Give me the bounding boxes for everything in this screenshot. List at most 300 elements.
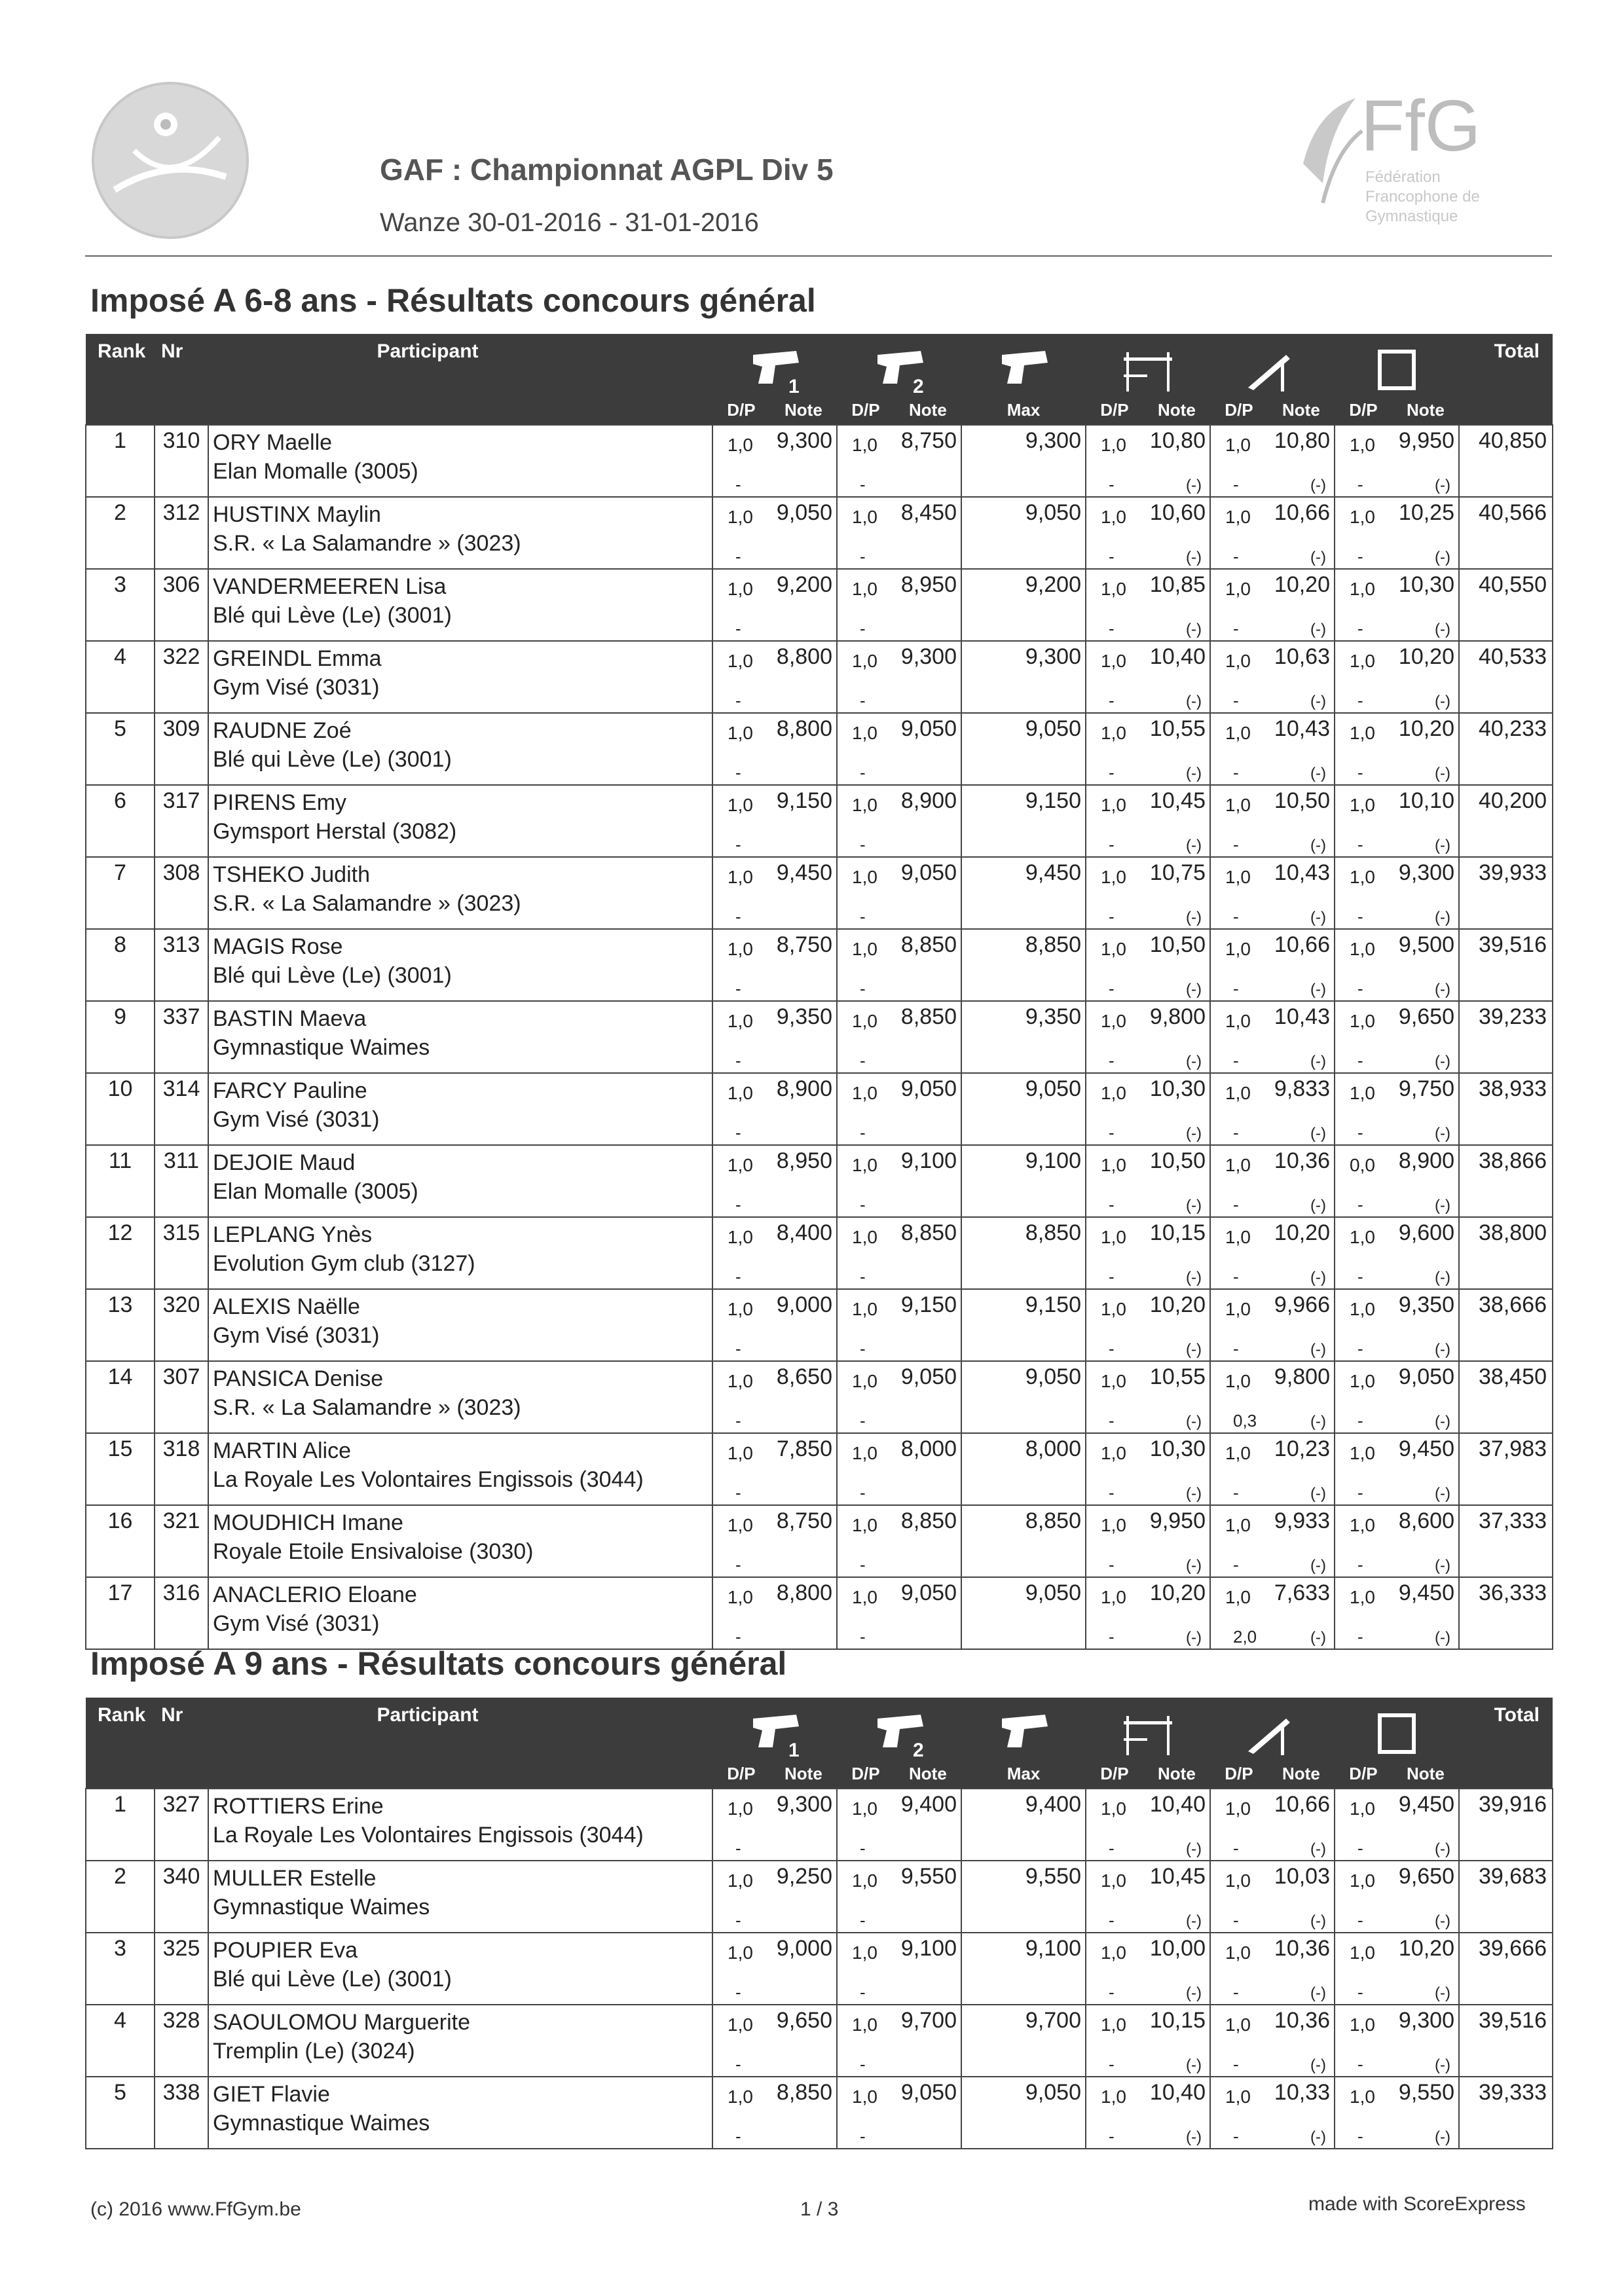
- total-cell: 40,566: [1459, 497, 1553, 569]
- score-value: 10,50: [1274, 788, 1330, 813]
- score-value: 9,550: [1398, 2080, 1454, 2105]
- dp-value: 1,0: [1350, 1798, 1375, 1819]
- vault-1-icon: [745, 346, 804, 397]
- dp-value: 1,0: [852, 867, 877, 887]
- penalty-value: -: [1233, 1267, 1239, 1286]
- vault-max-cell: [961, 1217, 1086, 1289]
- penalty-mark: (-): [1310, 1053, 1326, 1070]
- penalty-mark: -: [860, 2054, 866, 2074]
- vault-2-cell: [837, 1577, 961, 1649]
- penalty-mark: (-): [1435, 1413, 1450, 1430]
- table-row: [86, 1289, 1553, 1361]
- penalty-mark: (-): [1435, 1053, 1450, 1070]
- club-name: Gymnastique Waimes: [213, 1035, 430, 1060]
- dp-value: 1,0: [1350, 1515, 1375, 1535]
- score-value: 10,20: [1149, 1292, 1206, 1317]
- penalty-mark: (-): [1186, 2128, 1202, 2146]
- dp-value: 1,0: [728, 1371, 753, 1391]
- penalty-mark: -: [1357, 1339, 1363, 1358]
- gymnast-name: HUSTINX Maylin: [213, 502, 381, 527]
- header-participant: Participant: [377, 1704, 479, 1726]
- vault-max-cell: [961, 1933, 1086, 2005]
- penalty-mark: (-): [1186, 1557, 1202, 1575]
- total-cell: 39,516: [1459, 2005, 1553, 2077]
- header-nr: Nr: [161, 340, 183, 362]
- results-table: [85, 334, 1553, 1650]
- penalty-mark: (-): [1186, 1413, 1202, 1430]
- participant-cell: [208, 1001, 712, 1073]
- penalty-mark: (-): [1186, 765, 1202, 782]
- participant-cell: [208, 1789, 712, 1861]
- table-row: [86, 1933, 1553, 2005]
- club-name: Gym Visé (3031): [213, 1323, 380, 1348]
- penalty-value: -: [1233, 1555, 1239, 1575]
- club-name: Blé qui Lève (Le) (3001): [213, 1967, 452, 1992]
- score-value: 9,450: [1398, 1792, 1454, 1817]
- total-cell: 38,450: [1459, 1361, 1553, 1433]
- dp-value: 1,0: [728, 1011, 753, 1031]
- table-row: [86, 929, 1553, 1001]
- penalty-mark: -: [860, 475, 866, 494]
- dp-value: 1,0: [852, 435, 877, 455]
- footer-copyright: (c) 2016 www.FfGym.be: [90, 2198, 301, 2220]
- club-name: Tremplin (Le) (3024): [213, 2039, 415, 2064]
- participant-cell: [208, 1577, 712, 1649]
- penalty-mark: -: [735, 1123, 741, 1142]
- dp-value: 1,0: [1350, 867, 1375, 887]
- dp-value: 1,0: [1350, 723, 1375, 743]
- penalty-mark: (-): [1310, 1840, 1326, 1858]
- vault-1-cell: [712, 569, 837, 641]
- score-value: 10,50: [1149, 1148, 1206, 1173]
- penalty-mark: -: [1357, 763, 1363, 782]
- dp-value: 1,0: [1350, 1227, 1375, 1247]
- score-value: 9,950: [1149, 1508, 1206, 1533]
- dp-value: 1,0: [728, 723, 753, 743]
- penalty-mark: -: [860, 547, 866, 566]
- vault-max-cell: [961, 857, 1086, 929]
- dp-value: 1,0: [852, 1227, 877, 1247]
- dp-value: 1,0: [1101, 1299, 1126, 1319]
- dp-value: 1,0: [728, 651, 753, 671]
- penalty-mark: (-): [1310, 1197, 1326, 1214]
- balance-beam-cell: [1210, 1861, 1335, 1933]
- penalty-mark: (-): [1310, 1269, 1326, 1286]
- vault-max-cell: [961, 1861, 1086, 1933]
- score-value: 10,36: [1274, 1936, 1330, 1961]
- penalty-mark: (-): [1310, 837, 1326, 854]
- bib-number-cell: 308: [155, 857, 208, 929]
- dp-value: 1,0: [1225, 1371, 1251, 1391]
- uneven-bars-cell: [1086, 1217, 1210, 1289]
- score-value: 8,750: [776, 932, 832, 957]
- participant-cell: [208, 1361, 712, 1433]
- gymnast-name: MAGIS Rose: [213, 934, 343, 959]
- header-uneven-bars: [1086, 334, 1210, 425]
- balance-beam-cell: [1210, 1933, 1335, 2005]
- balance-beam-icon: [1243, 1709, 1302, 1760]
- penalty-mark: -: [735, 2054, 741, 2074]
- score-value: 9,750: [1398, 1076, 1454, 1101]
- penalty-mark: (-): [1186, 1269, 1202, 1286]
- dp-value: 1,0: [1101, 1587, 1126, 1607]
- dp-value: 1,0: [728, 1227, 753, 1247]
- uneven-bars-cell: [1086, 1001, 1210, 1073]
- participant-cell: [208, 1505, 712, 1577]
- penalty-value: -: [1233, 1838, 1239, 1858]
- floor-cell: [1335, 785, 1459, 857]
- score-value: 9,550: [900, 1864, 957, 1889]
- dp-value: 1,0: [1225, 507, 1251, 527]
- score-value: 9,350: [776, 1004, 832, 1029]
- penalty-mark: (-): [1435, 1341, 1450, 1358]
- penalty-mark: -: [860, 691, 866, 710]
- header-balance-beam: [1210, 334, 1335, 425]
- gymnast-name: PANSICA Denise: [213, 1366, 384, 1391]
- score-value: 8,850: [900, 1220, 957, 1245]
- gymnast-name: MOUDHICH Imane: [213, 1510, 403, 1535]
- rank-cell: 9: [86, 1001, 155, 1073]
- penalty-mark: -: [860, 1483, 866, 1503]
- balance-beam-cell: [1210, 1073, 1335, 1145]
- rank-cell: 2: [86, 1861, 155, 1933]
- penalty-mark: (-): [1435, 1557, 1450, 1575]
- bib-number-cell: 321: [155, 1505, 208, 1577]
- vault-max-cell: [961, 497, 1086, 569]
- club-logo: [88, 79, 252, 242]
- rank-cell: 1: [86, 425, 155, 497]
- dp-value: 1,0: [1101, 867, 1126, 887]
- score-value: 7,850: [776, 1436, 832, 1461]
- bib-number-cell: 320: [155, 1289, 208, 1361]
- score-value: 10,80: [1274, 428, 1330, 453]
- penalty-mark: -: [735, 1627, 741, 1647]
- score-value: 9,050: [1025, 2080, 1081, 2105]
- penalty-mark: -: [860, 1051, 866, 1070]
- vault-max-cell: [961, 1505, 1086, 1577]
- penalty-mark: -: [735, 1910, 741, 1930]
- score-value: 8,000: [1025, 1436, 1081, 1461]
- penalty-mark: -: [735, 907, 741, 926]
- penalty-mark: (-): [1435, 1912, 1450, 1930]
- score-value: 9,050: [1025, 716, 1081, 741]
- dp-value: 1,0: [1225, 1155, 1251, 1175]
- uneven-bars-cell: [1086, 1289, 1210, 1361]
- vault-1-icon: [745, 1709, 804, 1760]
- score-value: 9,700: [1025, 2008, 1081, 2033]
- bib-number-cell: 310: [155, 425, 208, 497]
- club-name: Royale Etoile Ensivaloise (3030): [213, 1539, 534, 1564]
- score-value: 8,950: [900, 572, 957, 597]
- dp-value: 1,0: [1225, 1299, 1251, 1319]
- club-name: Elan Momalle (3005): [213, 459, 418, 484]
- dp-value: 1,0: [1350, 1371, 1375, 1391]
- table-row: [86, 1361, 1553, 1433]
- penalty-mark: -: [1109, 1411, 1115, 1430]
- bib-number-cell: 314: [155, 1073, 208, 1145]
- penalty-mark: (-): [1435, 2056, 1450, 2074]
- floor-cell: [1335, 1361, 1459, 1433]
- balance-beam-cell: [1210, 497, 1335, 569]
- gymnast-name: TSHEKO Judith: [213, 862, 370, 887]
- penalty-mark: (-): [1435, 981, 1450, 998]
- score-value: 9,050: [776, 500, 832, 525]
- balance-beam-cell: [1210, 1505, 1335, 1577]
- dp-value: 1,0: [1101, 1942, 1126, 1963]
- vault-2-cell: [837, 1145, 961, 1217]
- gymnast-name: SAOULOMOU Marguerite: [213, 2010, 470, 2035]
- total-cell: 38,800: [1459, 1217, 1553, 1289]
- total-cell: 37,333: [1459, 1505, 1553, 1577]
- vault-1-cell: [712, 2005, 837, 2077]
- score-value: 10,00: [1149, 1936, 1206, 1961]
- penalty-mark: (-): [1435, 1984, 1450, 2002]
- dp-value: 1,0: [852, 1371, 877, 1391]
- penalty-mark: -: [735, 1195, 741, 1214]
- score-value: 8,900: [900, 788, 957, 813]
- dp-value: 1,0: [1350, 507, 1375, 527]
- total-cell: 40,550: [1459, 569, 1553, 641]
- table-row: [86, 1577, 1553, 1649]
- penalty-mark: -: [1357, 1267, 1363, 1286]
- penalty-mark: (-): [1310, 1125, 1326, 1142]
- penalty-mark: -: [1109, 475, 1115, 494]
- score-value: 9,400: [1025, 1792, 1081, 1817]
- dp-value: 1,0: [728, 507, 753, 527]
- score-value: 9,500: [1398, 932, 1454, 957]
- vault-2-cell: [837, 1073, 961, 1145]
- header-note: Note: [784, 400, 822, 420]
- penalty-mark: -: [735, 1411, 741, 1430]
- penalty-mark: (-): [1435, 1840, 1450, 1858]
- dp-value: 1,0: [1101, 939, 1126, 959]
- dp-value: 1,0: [728, 1443, 753, 1463]
- uneven-bars-cell: [1086, 1933, 1210, 2005]
- club-name: Gymnastique Waimes: [213, 1895, 430, 1920]
- score-value: 9,800: [1149, 1004, 1206, 1029]
- dp-value: 1,0: [852, 1515, 877, 1535]
- score-value: 10,43: [1274, 860, 1330, 885]
- rank-cell: 6: [86, 785, 155, 857]
- header-note: Note: [1282, 400, 1320, 420]
- score-value: 8,850: [900, 1508, 957, 1533]
- header-max: Max: [1006, 1764, 1041, 1783]
- penalty-mark: (-): [1435, 837, 1450, 854]
- score-value: 10,10: [1398, 788, 1454, 813]
- penalty-mark: (-): [1186, 1125, 1202, 1142]
- penalty-mark: -: [1357, 1411, 1363, 1430]
- penalty-mark: -: [1357, 1051, 1363, 1070]
- vault-max-cell: [961, 929, 1086, 1001]
- penalty-mark: -: [860, 1982, 866, 2002]
- table-row: [86, 1789, 1553, 1861]
- penalty-mark: (-): [1310, 2128, 1326, 2146]
- header-dp: D/P: [1349, 400, 1378, 420]
- total-cell: 39,516: [1459, 929, 1553, 1001]
- floor-cell: [1335, 857, 1459, 929]
- score-value: 9,650: [776, 2008, 832, 2033]
- gymnast-name: DEJOIE Maud: [213, 1150, 356, 1175]
- uneven-bars-cell: [1086, 1577, 1210, 1649]
- score-value: 8,850: [900, 932, 957, 957]
- score-value: 9,050: [1025, 1580, 1081, 1605]
- score-value: 10,66: [1274, 1792, 1330, 1817]
- balance-beam-cell: [1210, 929, 1335, 1001]
- vault-2-cell: [837, 1789, 961, 1861]
- vault-1-cell: [712, 2077, 837, 2149]
- vault-2-cell: [837, 1433, 961, 1505]
- score-value: 9,300: [1025, 428, 1081, 453]
- dp-value: 1,0: [1101, 1798, 1126, 1819]
- dp-value: 1,0: [1101, 1011, 1126, 1031]
- table-row: [86, 2005, 1553, 2077]
- bib-number-cell: 317: [155, 785, 208, 857]
- vault-max-icon: [994, 346, 1053, 397]
- bib-number-cell: 340: [155, 1861, 208, 1933]
- score-value: 8,800: [776, 1580, 832, 1605]
- penalty-mark: (-): [1310, 1912, 1326, 1930]
- penalty-mark: -: [1109, 691, 1115, 710]
- dp-value: 1,0: [852, 1798, 877, 1819]
- floor-cell: [1335, 497, 1459, 569]
- header-note: Note: [1158, 400, 1196, 420]
- floor-cell: [1335, 929, 1459, 1001]
- penalty-mark: -: [1357, 475, 1363, 494]
- dp-value: 1,0: [1350, 1083, 1375, 1103]
- total-cell: 39,916: [1459, 1789, 1553, 1861]
- table-row: [86, 857, 1553, 929]
- penalty-mark: (-): [1186, 1912, 1202, 1930]
- score-value: 10,63: [1274, 644, 1330, 669]
- penalty-value: -: [1233, 1123, 1239, 1142]
- penalty-mark: (-): [1435, 909, 1450, 926]
- score-value: 9,966: [1274, 1292, 1330, 1317]
- vault-2-cell: [837, 1861, 961, 1933]
- uneven-bars-cell: [1086, 425, 1210, 497]
- dp-value: 1,0: [852, 1299, 877, 1319]
- vault-1-cell: [712, 1073, 837, 1145]
- header-vault-max: [961, 334, 1086, 425]
- total-cell: 38,933: [1459, 1073, 1553, 1145]
- dp-value: 1,0: [728, 1083, 753, 1103]
- score-value: 9,100: [1025, 1936, 1081, 1961]
- header-total: Total: [1494, 1704, 1540, 1726]
- vault-1-cell: [712, 1433, 837, 1505]
- penalty-mark: (-): [1310, 1557, 1326, 1575]
- dp-value: 1,0: [1101, 1515, 1126, 1535]
- score-value: 8,650: [776, 1364, 832, 1389]
- score-value: 9,100: [900, 1148, 957, 1173]
- penalty-value: -: [1233, 619, 1239, 638]
- total-cell: 39,666: [1459, 1933, 1553, 2005]
- participant-cell: [208, 425, 712, 497]
- participant-cell: [208, 785, 712, 857]
- dp-value: 1,0: [1350, 939, 1375, 959]
- score-value: 10,23: [1274, 1436, 1330, 1461]
- score-value: 7,633: [1274, 1580, 1330, 1605]
- vault-max-cell: [961, 1001, 1086, 1073]
- score-value: 8,800: [776, 644, 832, 669]
- club-name: S.R. « La Salamandre » (3023): [213, 891, 521, 916]
- score-value: 9,350: [1398, 1292, 1454, 1317]
- penalty-mark: -: [1357, 547, 1363, 566]
- club-name: Blé qui Lève (Le) (3001): [213, 603, 452, 628]
- dp-value: 1,0: [852, 939, 877, 959]
- penalty-value: -: [1233, 1910, 1239, 1930]
- penalty-mark: -: [1357, 1627, 1363, 1647]
- vault-2-cell: [837, 641, 961, 713]
- penalty-mark: -: [860, 1627, 866, 1647]
- score-value: 9,100: [1025, 1148, 1081, 1173]
- score-value: 9,150: [1025, 788, 1081, 813]
- score-value: 9,450: [1398, 1580, 1454, 1605]
- participant-cell: [208, 497, 712, 569]
- table-header-row: [86, 334, 1553, 425]
- penalty-mark: (-): [1186, 1629, 1202, 1647]
- participant-cell: [208, 641, 712, 713]
- score-value: 9,650: [1398, 1864, 1454, 1889]
- club-name: La Royale Les Volontaires Engissois (3044): [213, 1823, 644, 1848]
- score-value: 10,20: [1149, 1580, 1206, 1605]
- vault-max-cell: [961, 713, 1086, 785]
- gymnast-name: ROTTIERS Erine: [213, 1794, 384, 1819]
- penalty-mark: (-): [1186, 1840, 1202, 1858]
- total-cell: 40,850: [1459, 425, 1553, 497]
- gymnast-name: VANDERMEEREN Lisa: [213, 574, 447, 599]
- score-value: 9,300: [1398, 860, 1454, 885]
- gymnast-name: MARTIN Alice: [213, 1438, 351, 1463]
- gymnast-name: ALEXIS Naëlle: [213, 1294, 360, 1319]
- club-name: S.R. « La Salamandre » (3023): [213, 1395, 521, 1420]
- bib-number-cell: 322: [155, 641, 208, 713]
- penalty-value: -: [1233, 1051, 1239, 1070]
- penalty-mark: -: [860, 1339, 866, 1358]
- penalty-mark: -: [1109, 907, 1115, 926]
- header-balance-beam: [1210, 1698, 1335, 1789]
- penalty-mark: -: [1357, 1910, 1363, 1930]
- score-value: 9,650: [1398, 1004, 1454, 1029]
- rank-cell: 15: [86, 1433, 155, 1505]
- dp-value: 1,0: [728, 1587, 753, 1607]
- floor-cell: [1335, 1933, 1459, 2005]
- participant-cell: [208, 1433, 712, 1505]
- score-value: 9,700: [900, 2008, 957, 2033]
- vault-2-cell: [837, 929, 961, 1001]
- score-value: 10,20: [1398, 1936, 1454, 1961]
- rank-cell: 12: [86, 1217, 155, 1289]
- vault-max-cell: [961, 785, 1086, 857]
- balance-beam-cell: [1210, 713, 1335, 785]
- score-value: 9,300: [1025, 644, 1081, 669]
- svg-text:2: 2: [913, 1740, 924, 1760]
- score-value: 9,450: [1025, 860, 1081, 885]
- score-value: 10,40: [1149, 2080, 1206, 2105]
- participant-cell: [208, 929, 712, 1001]
- header-vault-1: [712, 334, 837, 425]
- penalty-mark: (-): [1186, 1341, 1202, 1358]
- penalty-mark: (-): [1186, 1053, 1202, 1070]
- floor-cell: [1335, 2077, 1459, 2149]
- penalty-mark: (-): [1435, 1629, 1450, 1647]
- club-name: Gym Visé (3031): [213, 675, 380, 700]
- penalty-mark: -: [1357, 2054, 1363, 2074]
- rank-cell: 5: [86, 2077, 155, 2149]
- score-value: 9,200: [776, 572, 832, 597]
- score-value: 10,20: [1398, 644, 1454, 669]
- uneven-bars-cell: [1086, 1789, 1210, 1861]
- svg-text:1: 1: [788, 1740, 800, 1760]
- floor-cell: [1335, 425, 1459, 497]
